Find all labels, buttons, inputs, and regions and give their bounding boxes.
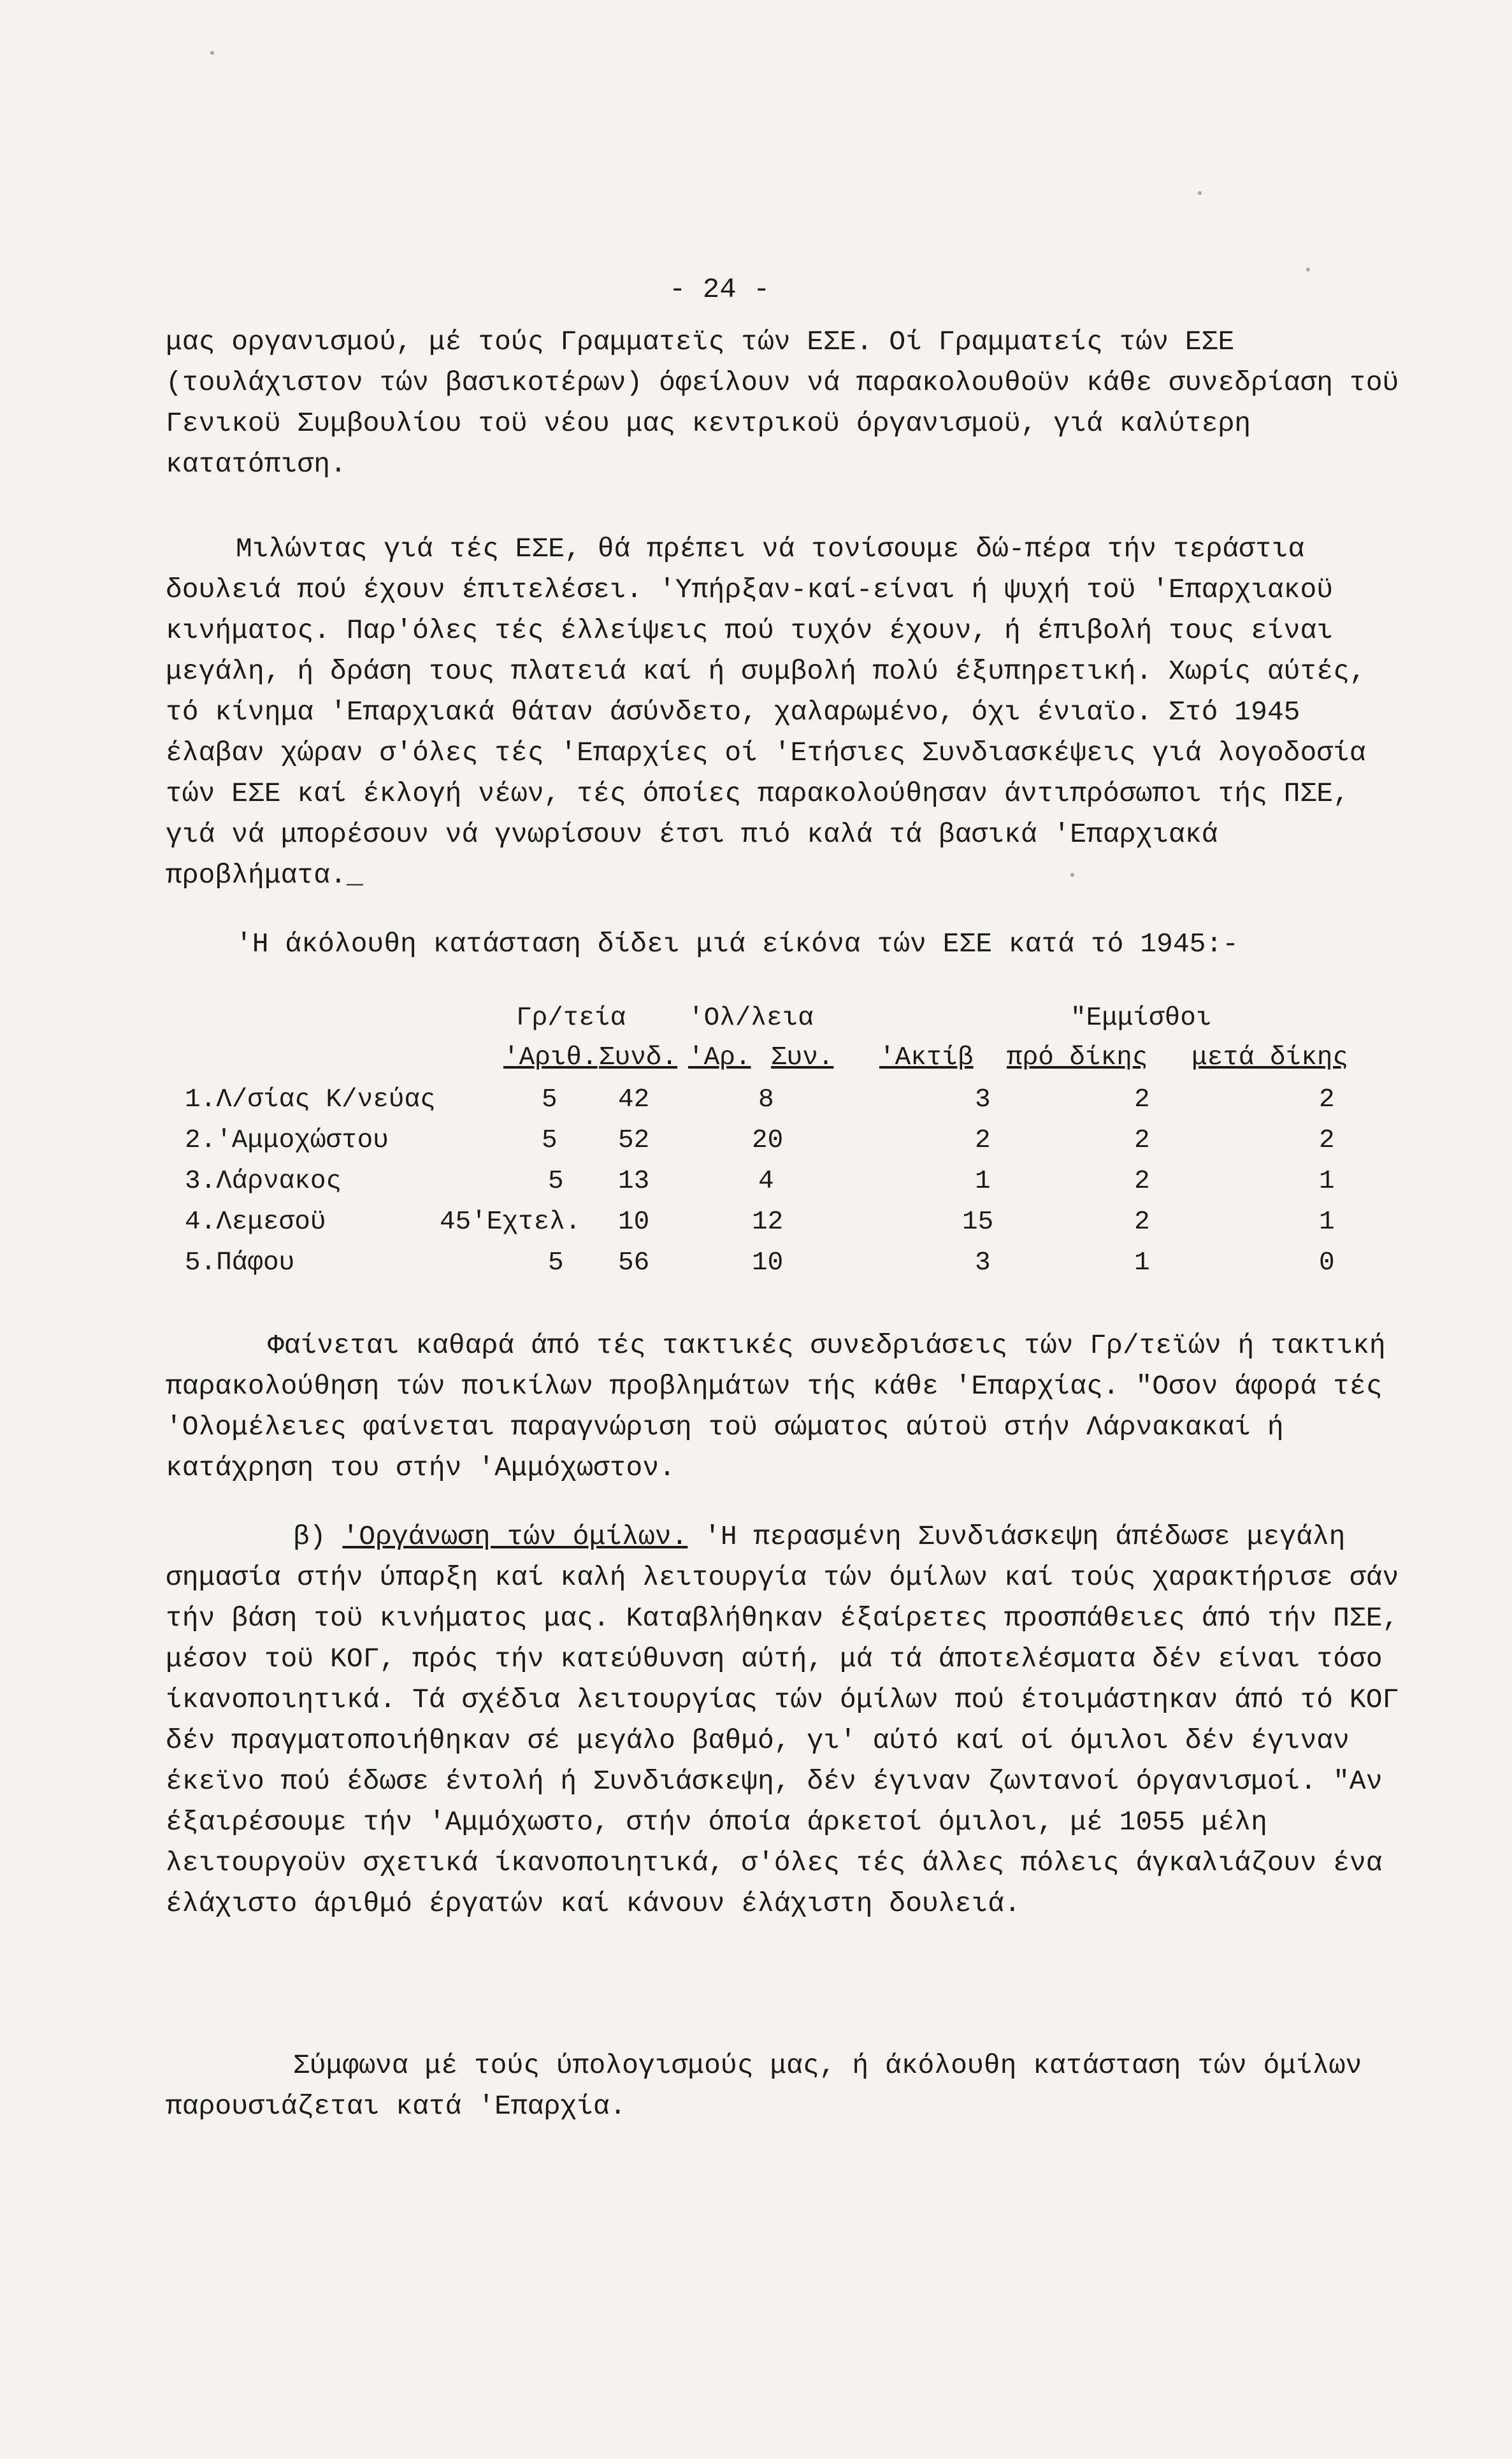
row-ol-ar: 20 [752, 1126, 784, 1155]
table-header-row-1 [185, 1004, 1395, 1042]
row-meta: 2 [1319, 1085, 1335, 1114]
header-meta-dikis: μετά δίκης [1192, 1043, 1349, 1072]
paragraph-1: μας οργανισμού, μέ τούς Γραμματεϊς τών ΕΣΕ. Οί Γραμματείς τών ΕΣΕ (τουλάχιστον τών βασικοτέρων) όφείλουν νά παρακολουθοϋν κάθε συνεδρίαση τοϋ Γενικοϋ Συμβουλίου τοϋ νέου μας κεντρικοϋ όργανισμοϋ, γιά καλύτερη κατατόπιση. [166, 326, 1399, 480]
row-pro: 2 [1134, 1126, 1150, 1155]
row-meta: 1 [1319, 1208, 1335, 1237]
page-number: - 24 - [669, 274, 770, 306]
table-header-row-2 [185, 1043, 1395, 1081]
row-pro: 2 [1134, 1167, 1150, 1196]
paragraph-2: Μιλώντας γιά τές ΕΣΕ, θά πρέπει νά τονίσουμε δώ-πέρα τήν τεράστια δουλειά πού έχουν έπιτελέσει. 'Υπήρξαν-καί-είναι ή ψυχή τοϋ 'Επαρχιακοϋ κινήματος. Παρ'όλες τές έλλείψεις πού τυχόν έχουν, ή έπιβολή τους είναι μεγάλη, ή δράση τους πλατειά καί ή συμβολή πολύ έξυπηρετική. Χωρίς αύτές, τό κίνημα 'Επαρχιακά θάταν άσύνδετο, χαλαρωμένο, όχι ένιαϊο. Στό 1945 έλαβαν χώραν σ'όλες τές 'Επαρχίες οί 'Ετήσιες Συνδιασκέψεις γιά λογοδοσία τών ΕΣΕ καί έκλογή νέων, τές όποίες παρακολούθησαν άντιπρόσωποι τής ΠΣΕ, γιά νά μπορέσουν νά γνωρίσουν έτσι πιό καλά τά βασικά 'Επαρχιακά προβλήματα._ [166, 533, 1366, 891]
scan-speck [1306, 268, 1310, 271]
row-ol-ar: 12 [752, 1208, 784, 1237]
row-meta: 1 [1319, 1167, 1335, 1196]
paragraph-6: Σύμφωνα μέ τούς ύπολογισμούς μας, ή άκόλουθη κατάσταση τών όμίλων παρουσιάζεται κατά 'Επαρχία. [166, 2050, 1362, 2122]
header-emmisthoi: "Εμμίσθοι [1070, 1004, 1212, 1033]
row-meta: 0 [1319, 1248, 1335, 1278]
row-pro: 2 [1134, 1085, 1150, 1114]
header-syn: Συν. [771, 1043, 834, 1072]
table-row [185, 1248, 1395, 1287]
table-row [185, 1208, 1395, 1246]
row-ar: 5 [542, 1126, 558, 1155]
row-ol-ar: 4 [758, 1167, 774, 1196]
header-arith: 'Αριθ. [503, 1043, 598, 1072]
row-ol-ar: 8 [758, 1085, 774, 1114]
section-body: 'Η περασμένη Συνδιάσκεψη άπέδωσε μεγάλη σημασία στήν ύπαρξη καί καλή λειτουργία τών όμίλων καί τούς χαρακτήρισε σάν τήν βάση τοϋ κινήματος μας. Καταβλήθηκαν έξαίρετες προσπάθειες άπό τήν ΠΣΕ, μέσον τοϋ ΚΟΓ, πρός τήν κατεύθυνση αύτή, μά τά άποτελέσματα δέν είναι τόσο ίκανοποιητικά. Τά σχέδια λειτουργίας τών όμίλων πού έτοιμάστηκαν άπό τό ΚΟΓ δέν πραγματοποιήθηκαν σέ μεγάλο βαθμό, γι' αύτό καί οί όμιλοι δέν έγιναν έκεϊνο πού έδωσε έντολή ή Συνδιάσκεψη, δέν έγιναν ζωντανοί όργανισμοί. "Αν έξαιρέσουμε τήν 'Αμμόχωστο, στήν όποία άρκετοί όμιλοι, μέ 1055 μέλη λειτουργοϋν σχετικά ίκανοποιητικά, σ'όλες τές άλλες πόλεις άγκαλιάζουν ένα έλάχιστο άριθμό έργατών καί κάνουν έλάχιστη δουλειά. [166, 1521, 1399, 1919]
row-syn: 10 [618, 1208, 650, 1237]
row-name: 4.Λεμεσοϋ [185, 1208, 326, 1237]
section-label: β) [293, 1521, 326, 1552]
row-syn: 56 [618, 1248, 650, 1278]
row-syn: 13 [618, 1167, 650, 1196]
row-akt: 2 [975, 1126, 991, 1155]
row-akt: 15 [962, 1208, 994, 1237]
row-ar: 5 [548, 1248, 564, 1278]
header-pro-dikis: πρό δίκης [1007, 1043, 1148, 1072]
row-pro: 2 [1134, 1208, 1150, 1237]
row-meta: 2 [1319, 1126, 1335, 1155]
row-syn: 52 [618, 1126, 650, 1155]
table-row [185, 1126, 1395, 1164]
row-pro: 1 [1134, 1248, 1150, 1278]
row-akt: 3 [975, 1248, 991, 1278]
row-ar: 5 [548, 1167, 564, 1196]
table-row [185, 1167, 1395, 1205]
header-ar: 'Αρ. [688, 1043, 751, 1072]
scan-speck [1070, 873, 1074, 877]
header-aktiv: 'Ακτίβ [879, 1043, 974, 1072]
row-name: 5.Πάφου [185, 1248, 295, 1278]
row-name: 1.Λ/σίας Κ/νεύας [185, 1085, 436, 1114]
row-syn: 42 [618, 1085, 650, 1114]
header-gr: Γρ/τεία [516, 1004, 626, 1033]
row-ol-ar: 10 [752, 1248, 784, 1278]
scan-speck [210, 51, 214, 55]
table-row [185, 1085, 1395, 1123]
paragraph-5 [166, 1517, 1415, 1924]
section-heading: 'Οργάνωση τών όμίλων. [342, 1521, 688, 1552]
row-name: 2.'Αμμοχώστου [185, 1126, 389, 1155]
row-ar: 5 [542, 1085, 558, 1114]
row-akt: 1 [975, 1167, 991, 1196]
paragraph-4: Φαίνεται καθαρά άπό τές τακτικές συνεδριάσεις τών Γρ/τεϊών ή τακτική παρακολούθηση τών ποικίλων προβλημάτων τής κάθε 'Επαρχίας. "Οσον άφορά τές 'Ολομέλειες φαίνεται παραγνώριση τοϋ σώματος αύτοϋ στήν Λάρνακακαί ή κατάχρηση του στήν 'Αμμόχωστον. [166, 1330, 1386, 1483]
scan-speck [1198, 191, 1202, 195]
header-ol: 'Ολ/λεια [688, 1004, 814, 1033]
row-ar: 45'Εχτελ. [440, 1208, 581, 1237]
paragraph-3: 'Η άκόλουθη κατάσταση δίδει μιά είκόνα τών ΕΣΕ κατά τό 1945:- [236, 928, 1239, 960]
row-name: 3.Λάρνακος [185, 1167, 342, 1196]
header-synd: Συνδ. [599, 1043, 678, 1072]
row-akt: 3 [975, 1085, 991, 1114]
